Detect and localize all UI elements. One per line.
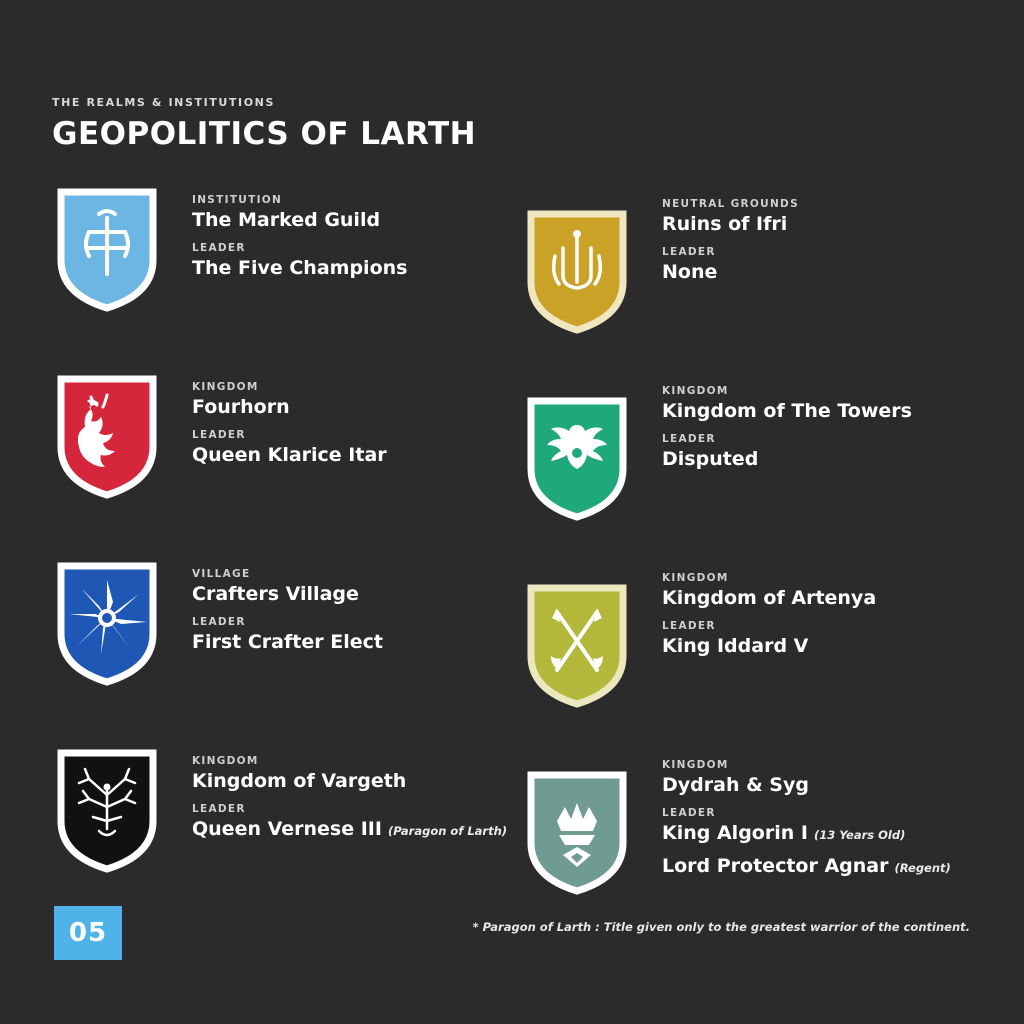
footnote: * Paragon of Larth : Title given only to the greatest warrior of the continent.	[472, 920, 970, 934]
towers-eagle-crest	[525, 391, 629, 523]
faction-name: Kingdom of Artenya	[662, 587, 877, 609]
faction-entry[interactable]	[52, 176, 522, 363]
leader-label: LEADER	[192, 242, 246, 254]
leader-name	[192, 818, 507, 840]
faction-texts	[162, 363, 387, 466]
faction-type-label: KINGDOM	[192, 381, 259, 393]
ruins-of-ifri-crest	[525, 204, 629, 336]
faction-entry[interactable]	[52, 737, 522, 924]
faction-texts	[162, 737, 507, 840]
faction-grid	[52, 176, 992, 924]
leader-label: LEADER	[192, 429, 246, 441]
leader-name: King Iddard V	[662, 635, 809, 657]
leader-name-secondary	[662, 855, 951, 877]
artenya-spears-crest	[525, 578, 629, 710]
leader-secondary-note: (Regent)	[894, 861, 951, 875]
faction-entry[interactable]	[52, 550, 522, 737]
shield-wrap	[52, 176, 162, 314]
faction-row	[52, 363, 992, 550]
faction-entry[interactable]	[522, 176, 992, 363]
shield-wrap	[52, 550, 162, 688]
fourhorn-lion-crest	[55, 369, 159, 501]
shield-wrap	[522, 176, 632, 336]
faction-texts	[632, 550, 876, 657]
faction-type-label: VILLAGE	[192, 568, 251, 580]
leader-note: (13 Years Old)	[813, 828, 906, 842]
shield-wrap	[522, 550, 632, 710]
faction-texts	[632, 737, 951, 877]
leader-name-secondary-text: Lord Protector Agnar	[662, 855, 889, 877]
faction-type-label: NEUTRAL GROUNDS	[662, 198, 799, 210]
faction-name: Crafters Village	[192, 583, 359, 605]
leader-label: LEADER	[662, 246, 716, 258]
dydrah-syg-crown-crest	[525, 765, 629, 897]
leader-name: Disputed	[662, 448, 759, 470]
faction-name: Dydrah & Syg	[662, 774, 809, 796]
leader-name	[662, 822, 951, 844]
faction-name: The Marked Guild	[192, 209, 381, 231]
faction-entry[interactable]	[522, 550, 992, 737]
faction-texts	[162, 550, 383, 653]
leader-name: Queen Klarice Itar	[192, 444, 387, 466]
shield-wrap	[52, 363, 162, 501]
leader-label: LEADER	[192, 616, 246, 628]
leader-name: None	[662, 261, 718, 283]
leader-name: The Five Champions	[192, 257, 408, 279]
faction-row	[52, 176, 992, 363]
leader-name: First Crafter Elect	[192, 631, 383, 653]
leader-note: (Paragon of Larth)	[387, 824, 508, 838]
page-eyebrow: THE REALMS & INSTITUTIONS	[52, 96, 276, 109]
shield-wrap	[522, 737, 632, 897]
faction-name: Kingdom of Vargeth	[192, 770, 407, 792]
leader-label: LEADER	[662, 433, 716, 445]
faction-type-label: KINGDOM	[662, 385, 729, 397]
leader-label: LEADER	[192, 803, 246, 815]
shield-wrap	[522, 363, 632, 523]
faction-entry[interactable]	[522, 737, 992, 924]
faction-name: Fourhorn	[192, 396, 290, 418]
marked-guild-crest	[55, 182, 159, 314]
leader-name-text: Queen Vernese III	[192, 818, 382, 840]
faction-row	[52, 737, 992, 924]
faction-type-label: KINGDOM	[662, 759, 729, 771]
crafters-sunburst-crest	[55, 556, 159, 688]
faction-texts	[162, 176, 407, 279]
faction-row	[52, 550, 992, 737]
faction-type-label: KINGDOM	[662, 572, 729, 584]
leader-label: LEADER	[662, 620, 716, 632]
faction-entry[interactable]	[52, 363, 522, 550]
page-header	[52, 96, 476, 152]
vargeth-antlers-crest	[55, 743, 159, 875]
faction-entry[interactable]	[522, 363, 992, 550]
faction-texts	[632, 176, 799, 283]
page-title: GEOPOLITICS OF LARTH	[52, 116, 477, 152]
faction-type-label: KINGDOM	[192, 755, 259, 767]
leader-name-text: King Algorin I	[662, 822, 808, 844]
faction-type-label: INSTITUTION	[192, 194, 283, 206]
page-number-badge: 05	[54, 906, 122, 960]
shield-wrap	[52, 737, 162, 875]
leader-label: LEADER	[662, 807, 716, 819]
faction-texts	[632, 363, 912, 470]
faction-name: Ruins of Ifri	[662, 213, 788, 235]
faction-name: Kingdom of The Towers	[662, 400, 912, 422]
